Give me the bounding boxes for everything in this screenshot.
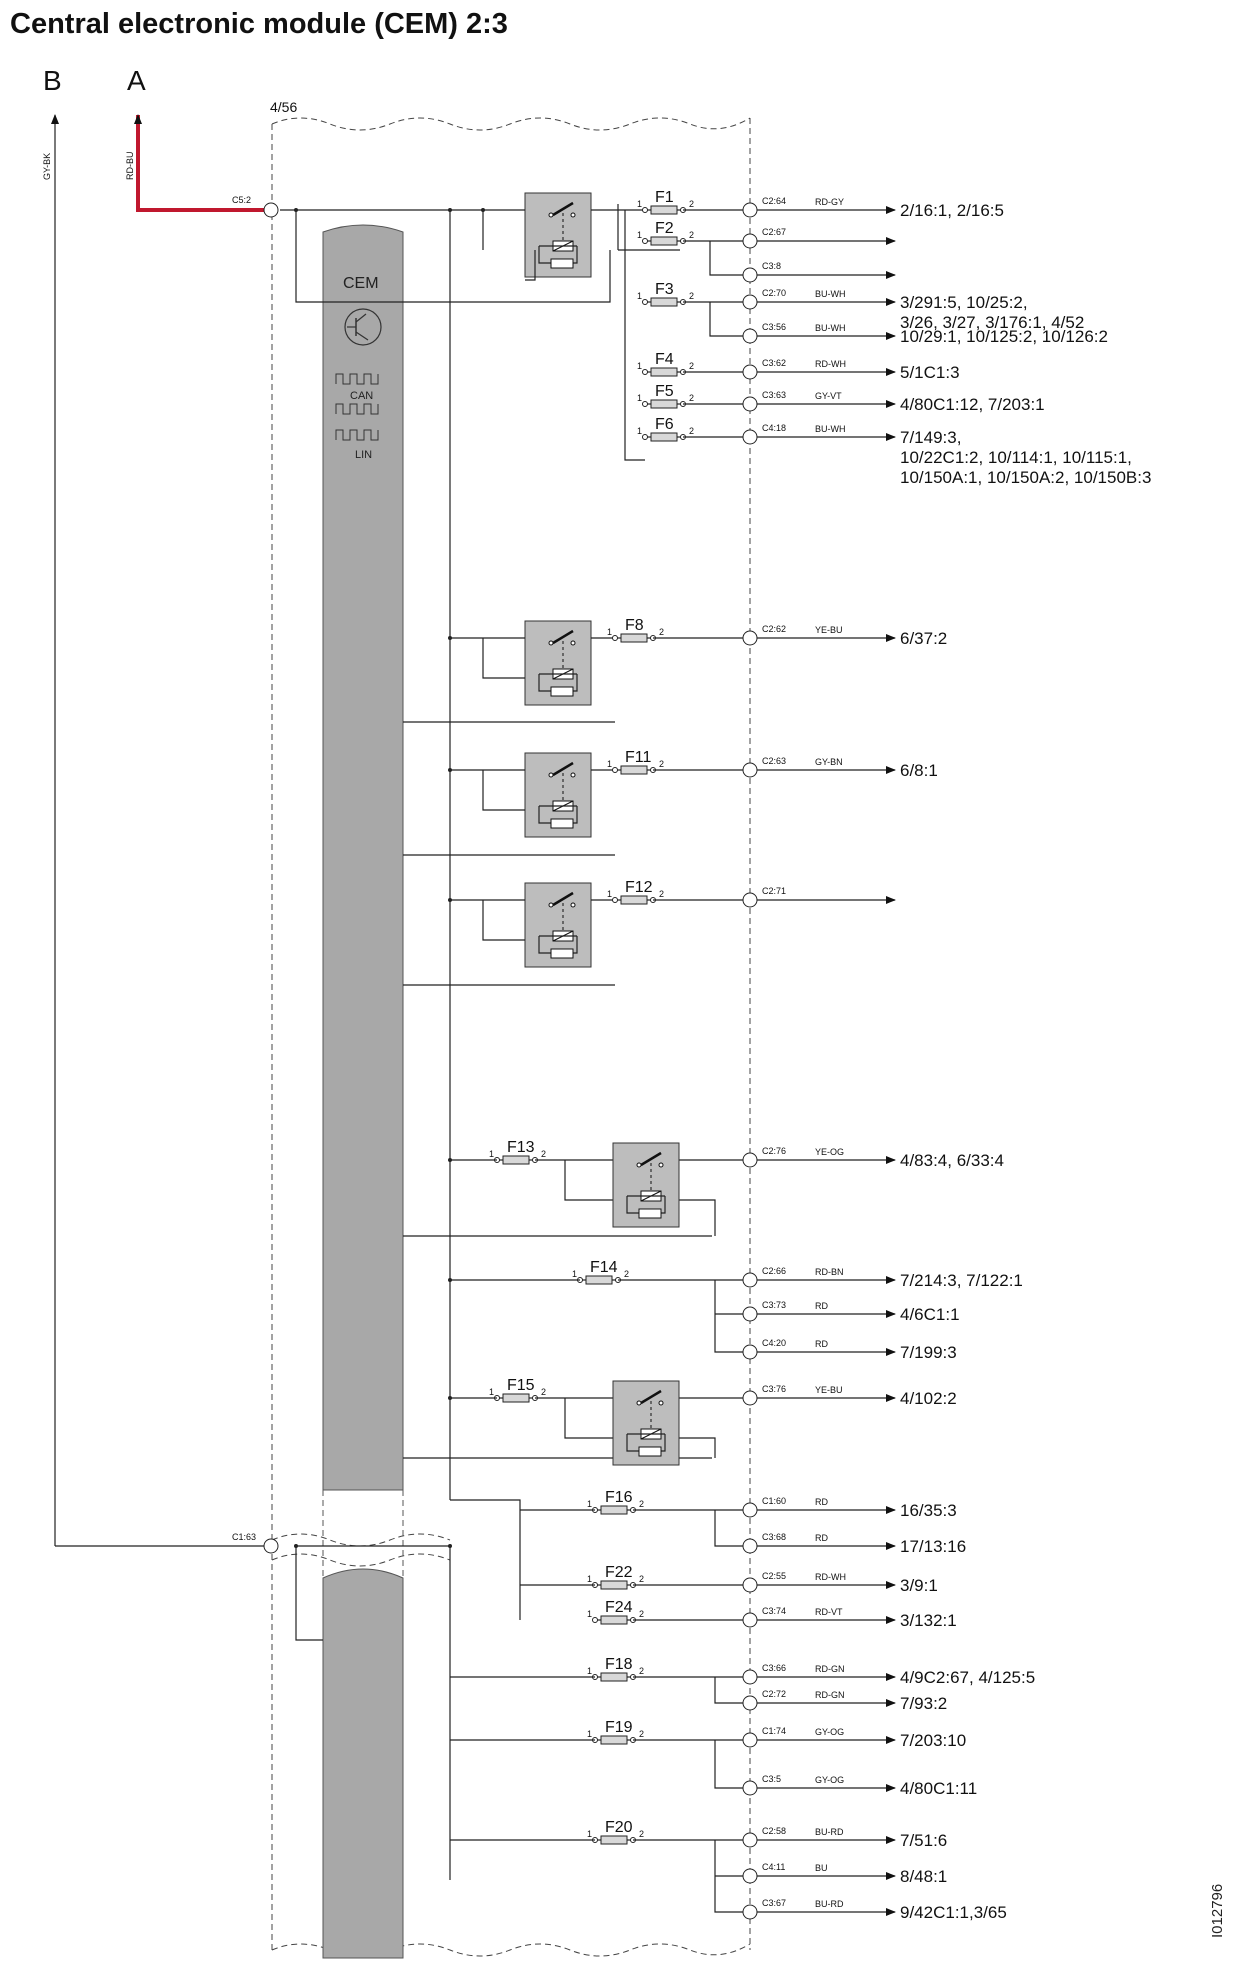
- fuse-f20: [601, 1836, 627, 1844]
- relay-pin: [571, 641, 575, 645]
- relay-pin: [637, 1401, 641, 1405]
- connector-label: C3:8: [762, 261, 782, 271]
- fuse-label: F6: [655, 416, 674, 433]
- connector-circle: [743, 430, 757, 444]
- wire-color-label: BU-RD: [815, 1899, 844, 1909]
- splice-dot: [448, 208, 452, 212]
- wire: [450, 1280, 743, 1352]
- fuse-label: F18: [605, 1656, 633, 1673]
- wire-color-label: GY-VT: [815, 391, 842, 401]
- destination-label: 10/29:1, 10/125:2, 10/126:2: [900, 327, 1108, 346]
- fuse-label: F24: [605, 1599, 633, 1616]
- fuse-pin-2: 2: [689, 361, 695, 371]
- connector-label: C3:68: [762, 1532, 787, 1542]
- splice-dot: [294, 208, 298, 212]
- fuse-pin-1: 1: [637, 230, 643, 240]
- wire-color-label: BU-WH: [815, 323, 846, 333]
- connector-label: C3:5: [762, 1774, 782, 1784]
- splice-dot: [294, 1544, 298, 1548]
- wire-color-label: YE-BU: [815, 625, 843, 635]
- connector-label: C4:20: [762, 1338, 787, 1348]
- relay-pin: [637, 1163, 641, 1167]
- input-b-wire: [55, 115, 264, 1546]
- fuse-terminal: [643, 435, 648, 440]
- fuse-label: F3: [655, 281, 674, 298]
- fuse-terminal: [643, 300, 648, 305]
- destination-label: 4/6C1:1: [900, 1305, 960, 1324]
- fuse-pin-1: 1: [607, 627, 613, 637]
- fuse-pin-2: 2: [639, 1729, 645, 1739]
- splice-dot: [448, 1544, 452, 1548]
- destination-label: 10/150A:1, 10/150A:2, 10/150B:3: [900, 468, 1152, 487]
- connector-circle: [743, 893, 757, 907]
- relay-pin: [659, 1163, 663, 1167]
- splice-dot: [448, 898, 452, 902]
- input-b-connector: C1:63: [232, 1532, 257, 1542]
- connector-label: C2:63: [762, 756, 787, 766]
- fuse-pin-2: 2: [541, 1149, 547, 1159]
- relay-pin: [571, 773, 575, 777]
- connector-circle: [743, 268, 757, 282]
- fuse-f19: [601, 1736, 627, 1744]
- fuse-pin-1: 1: [587, 1829, 593, 1839]
- wire-color-label: YE-BU: [815, 1385, 843, 1395]
- fuse-pin-2: 2: [689, 230, 695, 240]
- destination-label: 3/132:1: [900, 1611, 957, 1630]
- connector-circle: [743, 1345, 757, 1359]
- wire-color-label: RD-WH: [815, 1572, 846, 1582]
- fuse-label: F14: [590, 1259, 618, 1276]
- wire-color-label: RD-GN: [815, 1690, 845, 1700]
- fuse-pin-2: 2: [639, 1499, 645, 1509]
- splice-dot: [481, 208, 485, 212]
- fuse-terminal: [643, 239, 648, 244]
- fuse-f4: [651, 368, 677, 376]
- fuse-terminal: [593, 1618, 598, 1623]
- can-label: CAN: [350, 390, 374, 402]
- destination-label: 16/35:3: [900, 1501, 957, 1520]
- connector-circle: [743, 234, 757, 248]
- wire-color-label: RD: [815, 1339, 828, 1349]
- fuse-pin-2: 2: [659, 627, 665, 637]
- relay-resistor: [639, 1209, 661, 1218]
- destination-label: 7/214:3, 7/122:1: [900, 1271, 1023, 1290]
- cem-module-label: CEM: [343, 275, 379, 292]
- fuse-pin-1: 1: [637, 361, 643, 371]
- branch-wires: [710, 241, 743, 336]
- fuse-terminal: [643, 402, 648, 407]
- fuse-f1: [651, 206, 677, 214]
- destination-label: 7/93:2: [900, 1694, 948, 1713]
- connector-label: C3:67: [762, 1898, 787, 1908]
- destination-label: 4/9C2:67, 4/125:5: [900, 1668, 1036, 1687]
- relay-resistor: [551, 819, 573, 828]
- connector-label: C2:66: [762, 1266, 787, 1276]
- destination-label: 5/1C1:3: [900, 363, 960, 382]
- fuse-f24: [601, 1616, 627, 1624]
- fuse-pin-1: 1: [607, 759, 613, 769]
- wire-color-label: GY-BN: [815, 757, 843, 767]
- input-connector-circle: [264, 1539, 278, 1553]
- fuse-label: F2: [655, 220, 674, 237]
- wire: [450, 1398, 743, 1458]
- destination-label: 7/203:10: [900, 1731, 967, 1750]
- fuse-f13: [503, 1156, 529, 1164]
- fuse-pin-1: 1: [587, 1609, 593, 1619]
- fuse-label: F5: [655, 383, 674, 400]
- connector-label: C4:18: [762, 423, 787, 433]
- fuse-pin-2: 2: [639, 1574, 645, 1584]
- connector-circle: [743, 1833, 757, 1847]
- wire-color-label: RD: [815, 1497, 828, 1507]
- splice-dot: [448, 1158, 452, 1162]
- lin-label: LIN: [355, 449, 373, 461]
- arrow-label-a: A: [127, 65, 146, 96]
- destination-label: 3/9:1: [900, 1576, 938, 1595]
- connector-label: C3:66: [762, 1663, 787, 1673]
- fuse-label: F19: [605, 1719, 633, 1736]
- destination-label: 4/102:2: [900, 1389, 957, 1408]
- connector-circle: [743, 1869, 757, 1883]
- splice-dot: [448, 636, 452, 640]
- destination-label: 4/83:4, 6/33:4: [900, 1151, 1004, 1170]
- connector-circle: [743, 365, 757, 379]
- connector-circle: [743, 1307, 757, 1321]
- fuse-pin-1: 1: [637, 199, 643, 209]
- fuse-terminal: [643, 208, 648, 213]
- fuse-pin-2: 2: [639, 1609, 645, 1619]
- connector-label: C3:56: [762, 322, 787, 332]
- connector-label: C2:71: [762, 886, 787, 896]
- connector-label: C2:58: [762, 1826, 787, 1836]
- wire-color-label: RD-WH: [815, 359, 846, 369]
- wire-color-label: RD-GY: [815, 197, 844, 207]
- fuse-label: F11: [625, 749, 652, 766]
- wire-color-label: GY-OG: [815, 1775, 845, 1785]
- wire-color-label: RD-GN: [815, 1664, 845, 1674]
- input-b-wire-color: GY-BK: [42, 152, 52, 180]
- fuse-f5: [651, 400, 677, 408]
- connector-label: C2:72: [762, 1689, 787, 1699]
- fuse-pin-2: 2: [659, 889, 665, 899]
- connector-circle: [743, 1733, 757, 1747]
- relay-resistor: [639, 1447, 661, 1456]
- fuse-pin-1: 1: [587, 1499, 593, 1509]
- fuse-pin-2: 2: [689, 426, 695, 436]
- relay-resistor: [551, 949, 573, 958]
- fuse-label: F8: [625, 617, 644, 634]
- connector-label: C2:76: [762, 1146, 787, 1156]
- connector-label: C3:63: [762, 390, 787, 400]
- connector-label: C2:64: [762, 196, 787, 206]
- connector-label: C4:11: [762, 1862, 786, 1872]
- destination-label: 6/37:2: [900, 629, 948, 648]
- fuse-f18: [601, 1673, 627, 1681]
- connector-label: C2:55: [762, 1571, 787, 1581]
- fuse-terminal: [613, 898, 618, 903]
- relay-pin: [549, 213, 553, 217]
- fuse-terminal: [643, 370, 648, 375]
- destination-label: 4/80C1:12, 7/203:1: [900, 395, 1045, 414]
- fuse-f16: [601, 1506, 627, 1514]
- connector-circle: [743, 1781, 757, 1795]
- connector-circle: [743, 1613, 757, 1627]
- fuse-f14: [586, 1276, 612, 1284]
- input-a-wire-color: RD-BU: [125, 151, 135, 180]
- fuse-pin-2: 2: [624, 1269, 630, 1279]
- wire-color-label: BU-WH: [815, 289, 846, 299]
- relay-resistor: [551, 687, 573, 696]
- destination-label: 7/199:3: [900, 1343, 957, 1362]
- fuse-label: F4: [655, 351, 674, 368]
- fuse-pin-2: 2: [689, 291, 695, 301]
- fuse-f22: [601, 1581, 627, 1589]
- wire-color-label: RD-VT: [815, 1607, 843, 1617]
- document-id: I012796: [1209, 1883, 1226, 1938]
- fuse-f2: [651, 237, 677, 245]
- fuse-label: F12: [625, 879, 653, 896]
- splice-dot: [448, 1278, 452, 1282]
- module-reference: 4/56: [270, 99, 298, 115]
- connector-circle: [743, 1670, 757, 1684]
- destination-label: 8/48:1: [900, 1867, 948, 1886]
- relay-pin: [549, 773, 553, 777]
- fuse-f15: [503, 1394, 529, 1402]
- wire: [450, 1840, 743, 1912]
- relay-pin: [571, 903, 575, 907]
- relay-resistor: [551, 259, 573, 268]
- destination-label: 3/26, 3/27, 3/176:1, 4/52: [900, 313, 1085, 332]
- connector-circle: [743, 397, 757, 411]
- input-a-connector: C5:2: [232, 195, 252, 205]
- fuse-f12: [621, 896, 647, 904]
- fuse-pin-1: 1: [587, 1666, 593, 1676]
- fuse-terminal: [613, 636, 618, 641]
- destination-label: 4/80C1:11: [900, 1779, 978, 1798]
- wire: [450, 1740, 743, 1788]
- wire-color-label: YE-OG: [815, 1147, 845, 1157]
- fuse-f6: [651, 433, 677, 441]
- connector-label: C2:70: [762, 288, 787, 298]
- cem-module-body: [323, 225, 403, 1958]
- fuse-pin-2: 2: [541, 1387, 547, 1397]
- wire-color-label: BU-RD: [815, 1827, 844, 1837]
- input-connector-circle: [264, 203, 278, 217]
- relay-pin: [659, 1401, 663, 1405]
- fuse-terminal: [613, 768, 618, 773]
- fuse-pin-2: 2: [689, 199, 695, 209]
- splice-dot: [448, 768, 452, 772]
- connector-circle: [743, 1503, 757, 1517]
- page-title: Central electronic module (CEM) 2:3: [10, 8, 508, 40]
- connector-label: C3:62: [762, 358, 787, 368]
- fuse-pin-1: 1: [637, 426, 643, 436]
- wire-color-label: RD: [815, 1533, 828, 1543]
- fuse-pin-1: 1: [637, 393, 643, 403]
- wire: [520, 1510, 743, 1546]
- relay-pin: [571, 213, 575, 217]
- connector-label: C1:74: [762, 1726, 787, 1736]
- wire-color-label: GY-OG: [815, 1727, 845, 1737]
- destination-label: 6/8:1: [900, 761, 938, 780]
- connector-label: C2:67: [762, 227, 787, 237]
- connector-circle: [743, 1696, 757, 1710]
- connector-circle: [743, 295, 757, 309]
- fuse-pin-1: 1: [489, 1149, 495, 1159]
- connector-circle: [743, 763, 757, 777]
- connector-circle: [743, 203, 757, 217]
- wire-color-label: BU-WH: [815, 424, 846, 434]
- fuse-pin-1: 1: [587, 1729, 593, 1739]
- wire-color-label: BU: [815, 1863, 828, 1873]
- fuse-pin-1: 1: [587, 1574, 593, 1584]
- fuse-f8: [621, 634, 647, 642]
- wire: [450, 1677, 743, 1703]
- connector-label: C3:74: [762, 1606, 787, 1616]
- connector-circle: [743, 329, 757, 343]
- wire: [450, 1160, 743, 1236]
- destination-label: 7/51:6: [900, 1831, 948, 1850]
- connector-label: C3:76: [762, 1384, 787, 1394]
- connector-circle: [743, 631, 757, 645]
- wire-color-label: RD-BN: [815, 1267, 844, 1277]
- fuse-pin-1: 1: [489, 1387, 495, 1397]
- fuse-label: F16: [605, 1489, 633, 1506]
- destination-label: 9/42C1:1,3/65: [900, 1903, 1007, 1922]
- splice-dot: [448, 1396, 452, 1400]
- connector-circle: [743, 1905, 757, 1919]
- fuse-label: F15: [507, 1377, 535, 1394]
- relay-pin: [549, 641, 553, 645]
- fuse-pin-2: 2: [639, 1666, 645, 1676]
- connector-circle: [743, 1153, 757, 1167]
- fuse-pin-2: 2: [689, 393, 695, 403]
- fuse-label: F1: [655, 189, 674, 206]
- fuse-f3: [651, 298, 677, 306]
- fuse-pin-2: 2: [659, 759, 665, 769]
- fuse-pin-1: 1: [637, 291, 643, 301]
- connector-circle: [743, 1578, 757, 1592]
- connector-circle: [743, 1391, 757, 1405]
- relay-pin: [549, 903, 553, 907]
- fuse-f11: [621, 766, 647, 774]
- fuse-label: F13: [507, 1139, 535, 1156]
- wire-color-label: RD: [815, 1301, 828, 1311]
- connector-circle: [743, 1273, 757, 1287]
- arrow-label-b: B: [43, 65, 62, 96]
- fuse-pin-1: 1: [572, 1269, 578, 1279]
- fuse-pin-1: 1: [607, 889, 613, 899]
- destination-label: 7/149:3,: [900, 428, 962, 447]
- destination-label: 2/16:1, 2/16:5: [900, 201, 1004, 220]
- connector-circle: [743, 1539, 757, 1553]
- destination-label: 17/13:16: [900, 1537, 967, 1556]
- destination-label: 10/22C1:2, 10/114:1, 10/115:1,: [900, 448, 1132, 467]
- fuse-pin-2: 2: [639, 1829, 645, 1839]
- connector-label: C3:73: [762, 1300, 787, 1310]
- connector-label: C1:60: [762, 1496, 787, 1506]
- fuse-label: F22: [605, 1564, 633, 1581]
- connector-label: C2:62: [762, 624, 787, 634]
- destination-label: 3/291:5, 10/25:2,: [900, 293, 1028, 312]
- fuse-label: F20: [605, 1819, 633, 1836]
